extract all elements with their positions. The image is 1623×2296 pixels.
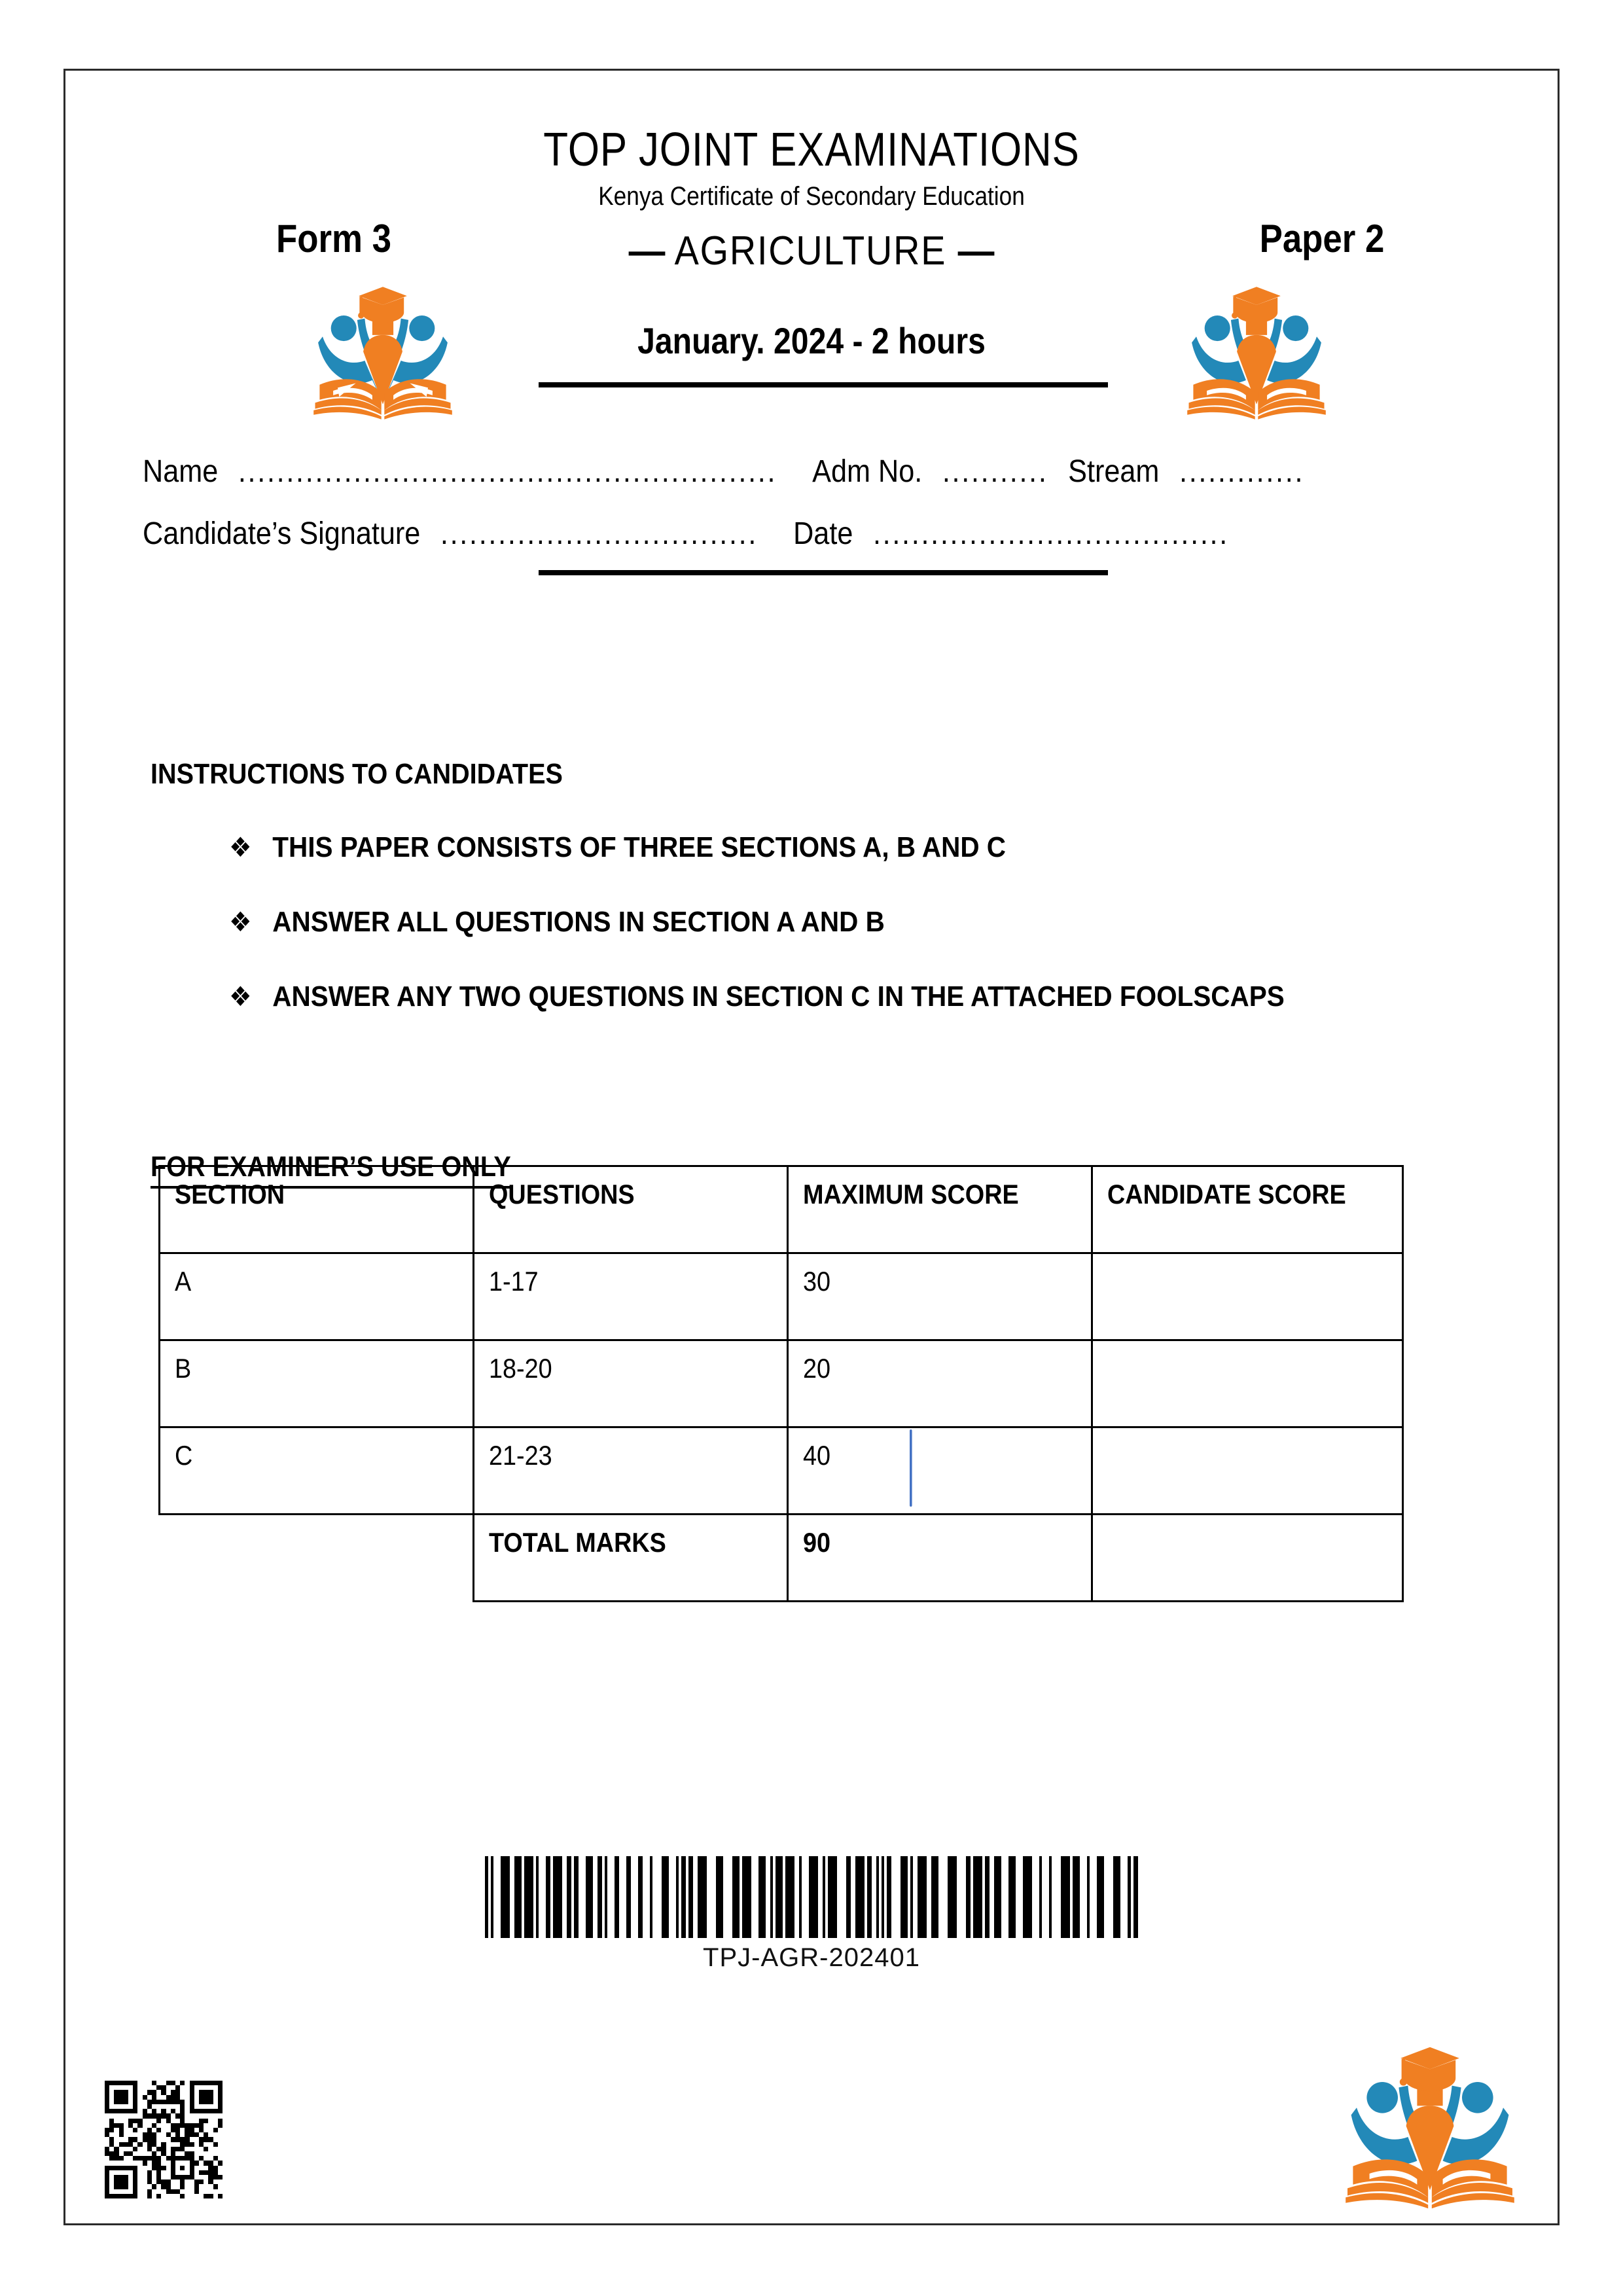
exam-paper-page	[63, 69, 1560, 2225]
header-rule-top	[539, 382, 1108, 387]
cell-value: TOTAL MARKS	[489, 1527, 666, 1558]
diamond-bullet-icon: ❖	[229, 906, 252, 937]
graduation-book-logo-icon	[1181, 270, 1332, 421]
paper-label: Paper 2	[1259, 217, 1385, 260]
table-row	[160, 1253, 1403, 1340]
cell-total-candidate-score[interactable]	[1092, 1515, 1403, 1602]
candidate-details-row-1	[143, 454, 1356, 490]
cell-total-label	[474, 1515, 788, 1602]
stream-input-line[interactable]: .............	[1179, 454, 1305, 489]
column-header-label: MAXIMUM SCORE	[803, 1179, 1019, 1210]
header-rule-bottom	[539, 570, 1108, 575]
graduation-book-logo-icon	[308, 270, 458, 421]
signature-label: Candidate’s Signature	[143, 516, 421, 551]
cell-value: 20	[803, 1353, 831, 1384]
form-label: Form 3	[276, 217, 392, 260]
handwritten-pen-mark	[910, 1429, 912, 1507]
qr-code-icon	[105, 2081, 223, 2198]
column-header-label: QUESTIONS	[489, 1179, 635, 1210]
instruction-item	[229, 980, 1285, 1013]
cell-value: 18-20	[489, 1353, 552, 1384]
subject-dash-right: —	[957, 228, 995, 274]
cell-section	[160, 1427, 474, 1515]
column-header-candidate-score	[1092, 1166, 1403, 1253]
cell-section	[160, 1340, 474, 1427]
graduation-book-logo-icon	[1338, 2027, 1522, 2210]
adm-no-input-line[interactable]: ...........	[942, 454, 1048, 489]
diamond-bullet-icon: ❖	[229, 832, 252, 863]
subject-name: AGRICULTURE	[674, 228, 947, 274]
barcode-value: TPJ-AGR-202401	[703, 1943, 920, 1972]
page-subtitle: Kenya Certificate of Secondary Education	[598, 182, 1025, 211]
instruction-text: ANSWER ALL QUESTIONS IN SECTION A AND B	[272, 906, 885, 938]
table-row	[160, 1340, 1403, 1427]
candidate-details-row-2	[143, 516, 1356, 552]
adm-no-label: Adm No.	[812, 454, 923, 489]
date-label: Date	[793, 516, 853, 551]
cell-value: 40	[803, 1440, 831, 1471]
page-title: TOP JOINT EXAMINATIONS	[543, 124, 1080, 176]
cell-empty-corner	[160, 1515, 474, 1602]
cell-value: A	[175, 1266, 192, 1297]
cell-questions	[474, 1427, 788, 1515]
instructions-heading: INSTRUCTIONS TO CANDIDATES	[151, 758, 563, 790]
column-header-maximum-score	[788, 1166, 1092, 1253]
cell-value: 30	[803, 1266, 831, 1297]
stream-label: Stream	[1068, 454, 1160, 489]
examiner-use-heading: FOR EXAMINER’S USE ONLY	[151, 1151, 511, 1189]
cell-maximum-score	[788, 1427, 1092, 1515]
table-total-row	[160, 1515, 1403, 1602]
cell-candidate-score[interactable]	[1092, 1427, 1403, 1515]
subject-line	[140, 228, 1483, 274]
instruction-item	[229, 831, 1006, 864]
cell-maximum-score	[788, 1340, 1092, 1427]
signature-input-line[interactable]: .................................	[440, 516, 758, 551]
cell-value: B	[175, 1353, 192, 1384]
cell-maximum-score	[788, 1253, 1092, 1340]
name-input-line[interactable]: ........................................................	[238, 454, 777, 489]
cell-questions	[474, 1340, 788, 1427]
instruction-text: ANSWER ANY TWO QUESTIONS IN SECTION C IN THE ATTACHED FOOLSCAPS	[272, 980, 1285, 1013]
cell-candidate-score[interactable]	[1092, 1340, 1403, 1427]
diamond-bullet-icon: ❖	[229, 981, 252, 1012]
table-row	[160, 1427, 1403, 1515]
date-input-line[interactable]: .....................................	[872, 516, 1229, 551]
subject-dash-left: —	[628, 228, 666, 274]
cell-value: 90	[803, 1527, 831, 1558]
examiner-score-table	[158, 1165, 1404, 1602]
cell-value: 1-17	[489, 1266, 539, 1297]
instruction-item	[229, 906, 885, 939]
cell-total-maximum-score	[788, 1515, 1092, 1602]
column-header-section	[160, 1166, 474, 1253]
cell-section	[160, 1253, 474, 1340]
cell-questions	[474, 1253, 788, 1340]
table-header-row	[160, 1166, 1403, 1253]
cell-value: 21-23	[489, 1440, 552, 1471]
column-header-label: SECTION	[175, 1179, 285, 1210]
barcode-block	[65, 1848, 1558, 1973]
date-duration: January. 2024 - 2 hours	[637, 320, 986, 361]
cell-candidate-score[interactable]	[1092, 1253, 1403, 1340]
cell-value: C	[175, 1440, 193, 1471]
column-header-questions	[474, 1166, 788, 1253]
instruction-text: THIS PAPER CONSISTS OF THREE SECTIONS A, B AND C	[272, 831, 1007, 863]
barcode-icon	[485, 1856, 1138, 1938]
column-header-label: CANDIDATE SCORE	[1107, 1179, 1346, 1210]
name-label: Name	[143, 454, 219, 489]
